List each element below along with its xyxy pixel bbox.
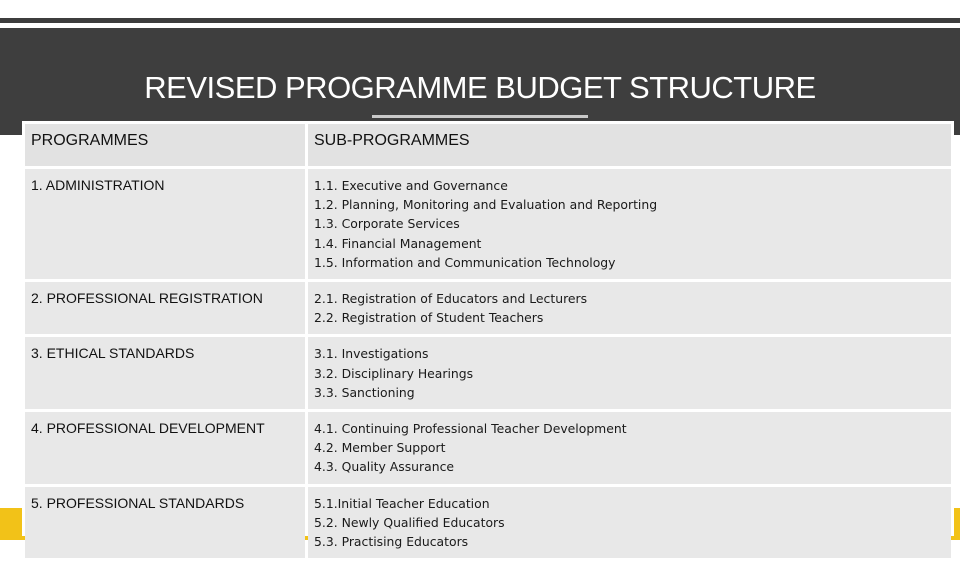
- table-row: [25, 337, 951, 409]
- subprogramme-cell: [308, 282, 951, 334]
- subprogramme-cell: [308, 337, 951, 409]
- programme-budget-table: [22, 121, 954, 561]
- subprogramme-item: 4.1. Continuing Professional Teacher Development: [314, 421, 627, 437]
- subprogramme-cell: [308, 487, 951, 559]
- subprogramme-item: 5.3. Practising Educators: [314, 534, 469, 550]
- header-programmes: PROGRAMMES: [25, 124, 305, 166]
- programme-cell: 2. PROFESSIONAL REGISTRATION: [25, 282, 305, 334]
- programme-cell: 3. ETHICAL STANDARDS: [25, 337, 305, 409]
- subprogramme-item: 1.3. Corporate Services: [314, 216, 460, 232]
- table-row: [25, 282, 951, 334]
- subprogramme-item: 1.5. Information and Communication Technology: [314, 254, 616, 270]
- subprogramme-item: 2.2. Registration of Student Teachers: [314, 310, 544, 326]
- table-row: [25, 487, 951, 559]
- programme-cell: 5. PROFESSIONAL STANDARDS: [25, 487, 305, 559]
- table-row: [25, 169, 951, 279]
- header-sub-programmes: SUB-PROGRAMMES: [308, 124, 951, 166]
- title-underline: [372, 115, 588, 118]
- subprogramme-item: 2.1. Registration of Educators and Lecturers: [314, 291, 588, 307]
- subprogramme-item: 3.3. Sanctioning: [314, 384, 415, 400]
- subprogramme-item: 3.2. Disciplinary Hearings: [314, 365, 474, 381]
- table-header-row: [25, 124, 951, 166]
- slide-title: REVISED PROGRAMME BUDGET STRUCTURE: [144, 70, 816, 105]
- subprogramme-item: 4.2. Member Support: [314, 440, 446, 456]
- programme-cell: 1. ADMINISTRATION: [25, 169, 305, 279]
- programme-cell: 4. PROFESSIONAL DEVELOPMENT: [25, 412, 305, 484]
- programme-table-container: [22, 121, 954, 550]
- subprogramme-item: 4.3. Quality Assurance: [314, 459, 455, 475]
- subprogramme-cell: [308, 412, 951, 484]
- table-row: [25, 412, 951, 484]
- subprogramme-item: 1.4. Financial Management: [314, 235, 482, 251]
- subprogramme-item: 5.1.Initial Teacher Education: [314, 495, 490, 511]
- subprogramme-item: 1.1. Executive and Governance: [314, 178, 508, 193]
- top-divider-line: [0, 18, 960, 23]
- subprogramme-item: 1.2. Planning, Monitoring and Evaluation and Reporting: [314, 197, 658, 213]
- subprogramme-item: 3.1. Investigations: [314, 346, 429, 362]
- subprogramme-item: 5.2. Newly Qualified Educators: [314, 514, 505, 530]
- subprogramme-cell: [308, 169, 951, 279]
